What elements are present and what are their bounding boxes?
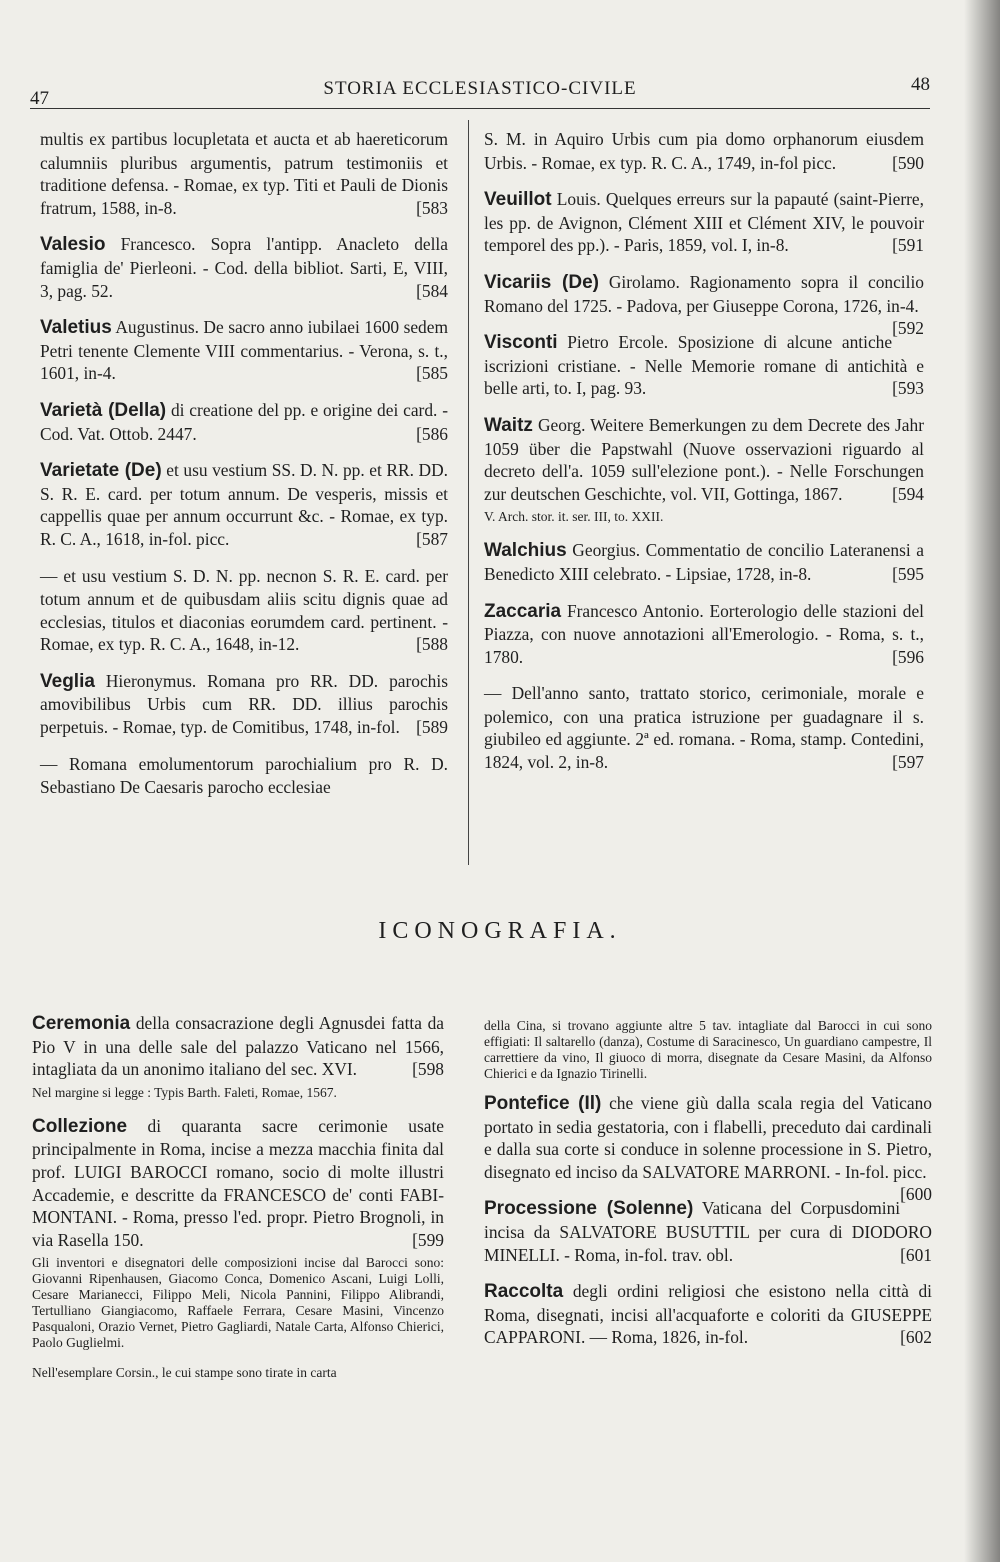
bib-entry: multis ex partibus locupletata et aucta et ab haereticorum calumniis pluribus argumentis, patrum testimoniis et traditione defensa. - Romae, ex typ. Titi et Pauli de Dionis fratrum, 1588, in-8. [583 (40, 129, 448, 218)
bib-entry: Vicariis (De) Girolamo. Ragionamento sopra il concilio Romano del 1725. - Padova, per Giuseppe Corona, 1726, in-4. [592 (484, 271, 924, 339)
bib-entry: Valesio Francesco. Sopra l'antipp. Anacleto della famiglia de' Pierleoni. - Cod. della bibliot. Sarti, E, VIII, 3, pag. 52. [584 (40, 234, 448, 301)
bib-entry: Collezione di quaranta sacre cerimonie usate principalmente in Roma, incise a mezza macchia finita dal prof. LUIGI BAROCCI romano, socio di molte illustri Accademie, e descritte da FRANCESCO de' conti FABI-MONTANI. - Roma, presso l'ed. propr. Pietro Brognoli, in via Rasella 150. [599 Gli inventori e disegnatori delle composizioni incise dal Barocci sono: Giovanni Ripenhausen, Giacomo Conca, Domenico Ascani, Luigi Lolli, Cesare Marianecci, Filippo Meli, Nicola Pannini, Filippo Alibrandi, Tertulliano Giangiacomo, Raffaele Ferrara, Cesare Masini, Vincenzo Pasqualoni, Orazio Vernet, Pietro Gagliardi, Natale Carta, Alfonso Chierici, Paolo Guglielmi. (32, 1115, 444, 1351)
bib-entry: Zaccaria Francesco Antonio. Eorterologio delle stazioni del Piazza, con nuove annotazioni all'Emerologio. - Roma, s. t., 1780. [596 (484, 600, 924, 667)
bib-entry: Valetius Augustinus. De sacro anno iubilaei 1600 sedem Petri tenente Clemente VIII commentarius. - Verona, s. t., 1601, in-4. [585 (40, 317, 448, 384)
bib-entry: — Romana emolumentorum parochialium pro R. D. Sebastiano De Caesaris parocho ecclesiae (40, 753, 448, 798)
bib-entry: Veglia Hieronymus. Romana pro RR. DD. parochis amovibilibus Urbis cum RR. DD. illius parochis perpetuis. - Romae, typ. de Comitibus, 1748, in-fol. [589 (40, 670, 448, 738)
bib-note: V. Arch. stor. it. ser. III, to. XXII. (484, 509, 664, 525)
bib-entry: — et usu vestium S. D. N. pp. necnon S. R. E. card. per totum annum et de quibusdam aliis scitu dignis quae ad ecclesias, titulos et diaconias eorumdem card. pertinent. - Romae, ex typ. R. C. A., 1648, in-12. [588 (40, 565, 448, 655)
running-title: STORIA ECCLESIASTICO-CIVILE (323, 78, 637, 99)
bib-entry: Varietà (Della) di creatione del pp. e origine dei card. - Cod. Vat. Ottob. 2447. [586 (40, 399, 448, 444)
bib-entry: Varietate (De) et usu vestium SS. D. N. pp. et RR. DD. S. R. E. card. per totum annum. De vesperis, missis et cappellis quae per annum occurrunt &c. - Romae, ex typ. R. C. A., 1618, in-fol. picc. [587 (40, 460, 448, 549)
iconografia-right-column (484, 1014, 932, 1363)
bib-note: Nell'esemplare Corsin., le cui stampe sono tirate in carta (32, 1365, 337, 1381)
page-number-left: 47 (30, 88, 49, 109)
bib-entry: — Dell'anno santo, trattato storico, cerimoniale, morale e polemico, con una pratica istruzione per guadagnare il s. giubileo ed aggiunte. 2ª ed. romana. - Roma, stamp. Contedini, 1824, vol. 2, in-8. [597 (484, 683, 924, 773)
bib-entry: Walchius Georgius. Commentatio de concilio Lateranensi a Benedicto XIII celebrato. - Lipsiae, 1728, in-8. [595 (484, 540, 924, 584)
page-number-right: 48 (911, 74, 930, 95)
running-header (30, 72, 930, 112)
bib-entry: Visconti Pietro Ercole. Sposizione di alcune antiche iscrizioni cristiane. - Nelle Memorie romane di antichità e belle arti, to. I, pag. 93. [593 (484, 332, 924, 399)
bib-entry: S. M. in Aquiro Urbis cum pia domo orphanorum eiusdem Urbis. - Romae, ex typ. R. C. A., 1749, in-fol picc. [590 (484, 129, 924, 173)
bib-entry: Raccolta degli ordini religiosi che esistono nella città di Roma, disegnati, incisi all'acquaforte e coloriti da GIUSEPPE CAPPARONI. — Roma, 1826, in-fol. [602 (484, 1281, 932, 1348)
bib-note: della Cina, si trovano aggiunte altre 5 tav. intagliate dal Barocci in cui sono effigiati: Il saltarello (danza), Costume di Saracinesco, Un guardiano campestre, Il carrettiere da vino, Il giuoco di morra, disegnate da Cesare Masini, da Alfonso Chierici e da Ignazio Tirinelli. (484, 1018, 932, 1081)
column-divider (468, 120, 469, 865)
bib-entry: Veuillot Louis. Quelques erreurs sur la papauté (saint-Pierre, les pp. de Avignon, Clément XIII et Clément XIV, le pouvoir temporel des pp.). - Paris, 1859, vol. I, in-8. [591 (484, 189, 924, 256)
bib-entry: Ceremonia della consacrazione degli Agnusdei fatta da Pio V in una delle sale del palazzo Vaticano nel 1566, intagliata da un anonimo italiano del sec. XVI. [598 Nel margine si legge : Typis Barth. Faleti, Romae, 1567. (32, 1013, 444, 1100)
iconografia-left-column (32, 1012, 444, 1391)
bib-entry: Processione (Solenne) Vaticana del Corpusdomini incisa da SALVATORE BUSUTTIL per cura di DIODORO MINELLI. - Roma, in-fol. trav. obl. [601 (484, 1198, 932, 1265)
right-column (484, 128, 924, 788)
bib-note: Nel margine si legge : Typis Barth. Faleti, Romae, 1567. (32, 1084, 337, 1100)
section-heading: ICONOGRAFIA. (378, 918, 622, 944)
bib-entry: Waitz Georg. Weitere Bemerkungen zu dem Decrete des Jahr 1059 über die Papstwahl (Nuove osservazioni riguardo al decreto dell'a. 1059 sull'elezione pont.). - Nelle Forschungen zur deutschen Geschichte, vol. VII, Gottinga, 1867. [594 V. Arch. stor. it. ser. III, to. XXII. (484, 414, 924, 525)
bib-entry: Pontefice (Il) che viene giù dalla scala regia del Vaticano portato in sedia gestatoria, con i flabelli, preceduto dai cardinali e dalla sua corte si conduce in solenne processione in S. Pietro, disegnato ed inciso da SALVATORE MARRONI. - In-fol. picc. [600 (484, 1093, 932, 1205)
page-edge-shadow (964, 0, 1000, 1562)
bib-note: Gli inventori e disegnatori delle composizioni incise dal Barocci sono: Giovanni Ripenhausen, Giacomo Conca, Domenico Ascani, Luigi Lolli, Cesare Marianecci, Filippo Meli, Nicola Pannini, Filippo Alibrandi, Tertulliano Giangiacomo, Raffaele Ferrara, Cesare Masini, Vincenzo Pasqualoni, Orazio Vernet, Pietro Gagliardi, Natale Carta, Alfonso Chierici, Paolo Guglielmi. (32, 1255, 444, 1351)
header-rule (30, 108, 930, 109)
left-column (40, 128, 448, 813)
